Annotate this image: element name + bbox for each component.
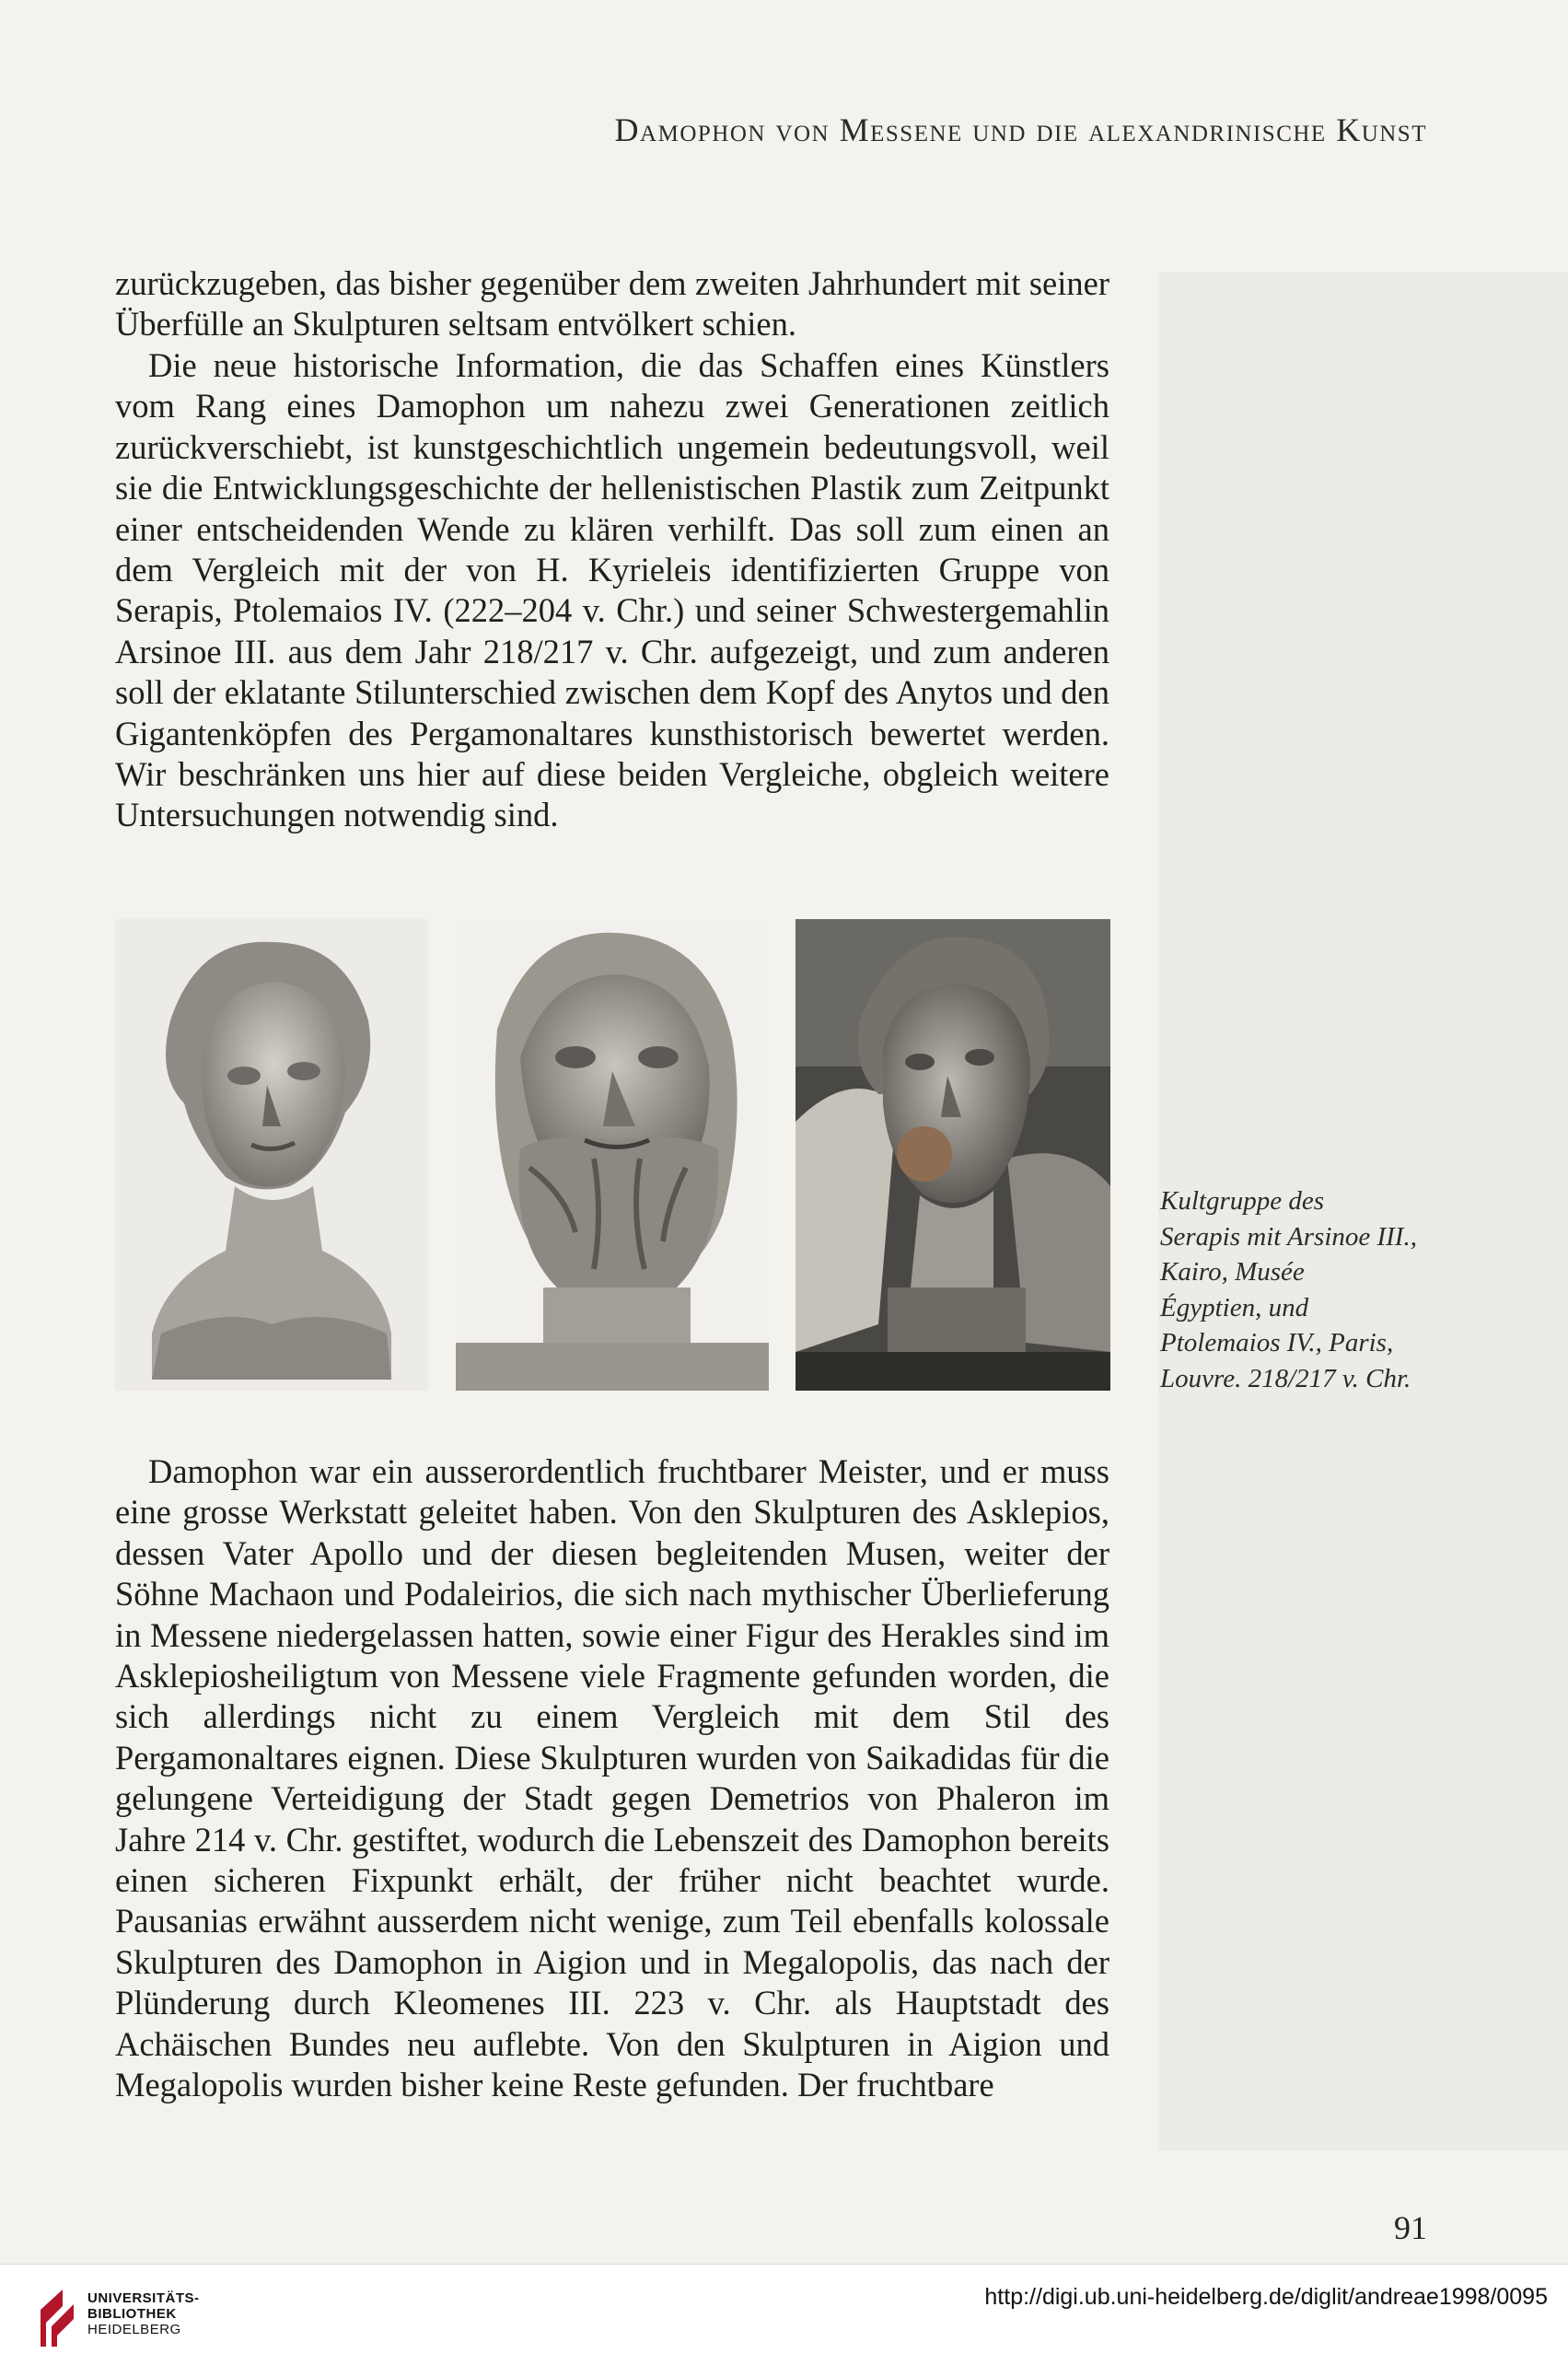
caption-line: Égyptien, und: [1160, 1292, 1309, 1322]
caption-line: Kairo, Musée: [1160, 1257, 1305, 1287]
source-url-link[interactable]: http://digi.ub.uni-heidelberg.de/diglit/andreae1998/0095: [984, 2284, 1548, 2310]
caption-line: Kultgruppe des: [1160, 1186, 1325, 1216]
paragraph-3-text: Damophon war ein ausserordentlich fruchtbarer Meister, und er muss eine grosse Werkstatt geleitet haben. Von den Skulpturen des Asklepios, dessen Vater Apollo und der diesen begleitenden Musen, weiter der Söhne Machaon und Podaleirios, die sich nach mythischer Überlieferung in Messene niedergelassen hatten, sowie einer Figur des Herakles sind im Asklepiosheiligtum von Messene viele Fragmente gefunden worden, die sich allerdings nicht zu einem Vergleich mit dem Stil des Pergamonaltares eignen. Diese Skulpturen wurden von Saikadidas für die gelungene Verteidigung der Stadt gegen Demetrios von Phaleron im Jahre 214 v. Chr. gestiftet, wodurch die Lebenszeit des Damophon bereits einen sicheren Fixpunkt erhält, der früher nicht beachtet wurde. Pausanias erwähnt ausserdem nicht wenige, zum Teil ebenfalls kolossale Skulpturen des Damophon in Aigion und in Megalopolis, das nach der Plünderung durch Kleomenes III. 223 v. Chr. als Hauptstadt des Achäischen Bundes neu auflebte. Von den Skulpturen in Aigion und Megalopolis wurden bisher keine Reste gefunden. Der fruchtbare: [115, 1452, 1109, 2104]
library-line-3: HEIDELBERG: [87, 2322, 181, 2337]
caption-line: Louvre. 218/217 v. Chr.: [1160, 1363, 1411, 1393]
running-head: Damophon von Messene und die alexandrinische Kunst: [614, 111, 1427, 148]
paragraph-2-text: Die neue historische Information, die das Schaffen eines Künstlers vom Rang eines Damophon um nahezu zwei Generationen zeitlich zurückverschiebt, ist kunstgeschichtlich ungemein bedeutungsvoll, weil sie die Entwicklungsgeschichte der hellenistischen Plastik zum Zeitpunkt einer entscheidenden Wende zu klären verhilft. Das soll zum einen an dem Vergleich mit der von H. Kyrieleis identifizierten Gruppe von Serapis, Ptolemaios IV. (222–204 v. Chr.) und seiner Schwestergemahlin Arsinoe III. aus dem Jahr 218/217 v. Chr. aufgezeigt, und zum anderen soll der eklatante Stilunterschied zwischen dem Kopf des Anytos und den Gigantenköpfen des Pergamonaltares kunsthistorisch bewertet werden. Wir beschränken uns hier auf diese beiden Vergleiche, obgleich weitere Untersuchungen notwendig sind.: [115, 346, 1109, 834]
paragraph-1: zurückzugeben, das bisher gegenüber dem zweiten Jahrhundert mit seiner Überfülle an Skulpturen seltsam entvölkert schien.: [115, 264, 1109, 344]
paragraph-2: [115, 345, 1109, 836]
figure-ptolemaios-head: [796, 919, 1110, 1391]
figure-arsinoe-head: [115, 919, 428, 1391]
page-number: 91: [1394, 2209, 1427, 2246]
serapis-head-image: [456, 919, 769, 1391]
figure-serapis-head: [456, 919, 769, 1391]
paragraph-3: [115, 1451, 1109, 2106]
library-line-2: BIBLIOTHEK: [87, 2306, 177, 2322]
library-name: [87, 2290, 200, 2337]
figure-caption: [1160, 1183, 1455, 1396]
caption-line: Serapis mit Arsinoe III.,: [1160, 1221, 1417, 1252]
ptolemaios-head-image: [796, 919, 1110, 1391]
caption-line: Ptolemaios IV., Paris,: [1160, 1328, 1394, 1357]
arsinoe-head-image: [115, 919, 428, 1391]
library-line-1: UNIVERSITÄTS-: [87, 2290, 200, 2306]
digitization-footer: [0, 2264, 1568, 2377]
